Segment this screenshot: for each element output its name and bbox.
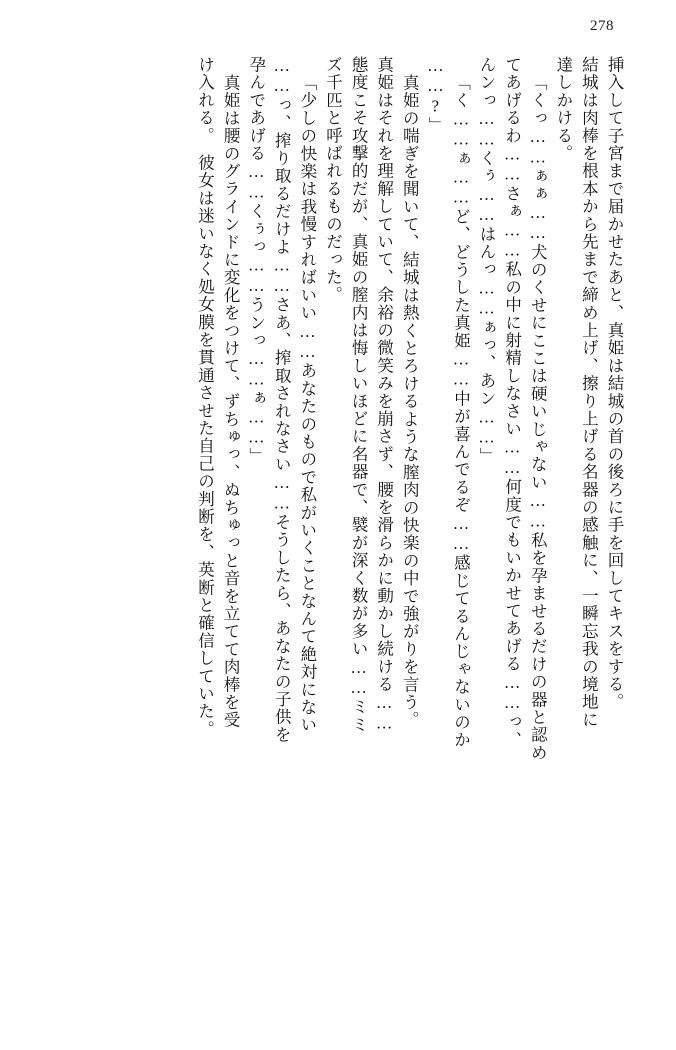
text-column: んンっ……くぅ……はんっ……ぁっ、あン……」: [477, 56, 497, 466]
text-column: 達しかける。: [553, 56, 573, 163]
text-column: てあげるわ……さぁ……私の中に射精しなさい……何度でもいかせてあげる……っ、: [502, 56, 522, 749]
text-column: 真姫はそれを理解していて、余裕の微笑みを崩さず、腰を滑らかに動かし続ける……: [374, 56, 394, 734]
text-column: ……?」: [425, 56, 445, 135]
text-column: 「くっ……ぁぁ……犬のくせにここは硬いじゃない……私を孕ませるだけの器と認め: [528, 74, 548, 762]
text-column: 態度こそ攻撃的だが、真姫の膣内は悔しいほどに名器で、襞が深く数が多い……ミミ: [349, 56, 369, 734]
text-column: ……っ、搾り取るだけよ……さあ、搾取されなさい……そうしたら、あなたの子供を: [272, 56, 292, 744]
text-column: 孕んであげる……くぅっ……うンっ……ぁ……」: [246, 56, 266, 466]
text-column: 結城は肉棒を根本から先まで締め上げ、擦り上げる名器の感触に、一瞬忘我の境地に: [579, 56, 599, 729]
text-column: ズ千匹と呼ばれるものだった。: [323, 56, 343, 304]
vertical-text-body: [48, 56, 622, 1022]
text-column: 真姫は腰のグラインドに変化をつけて、ずちゅっ、ぬちゅっと音を立てて肉棒を受: [221, 74, 241, 729]
text-column: 挿入して子宮まで届かせたあと、真姫は結城の首の後ろに手を回してキスをする。: [605, 56, 624, 711]
text-column: け入れる。 彼女は迷いなく処女膜を貫通させた自己の判断を、英断と確信していた。: [195, 56, 215, 739]
text-column: 「く……ぁ……ど、どうした真姫……中が喜んでるぞ……感じてるんじゃないのか: [451, 74, 471, 749]
text-column: 「少しの快楽は我慢すればいい……あなたのもので私がいくことなんて絶対にない: [297, 74, 317, 734]
page-number: 278: [590, 18, 614, 34]
text-column: 真姫の喘ぎを聞いて、結城は熱くとろけるような膣肉の快楽の中で強がりを言う。: [400, 74, 420, 729]
